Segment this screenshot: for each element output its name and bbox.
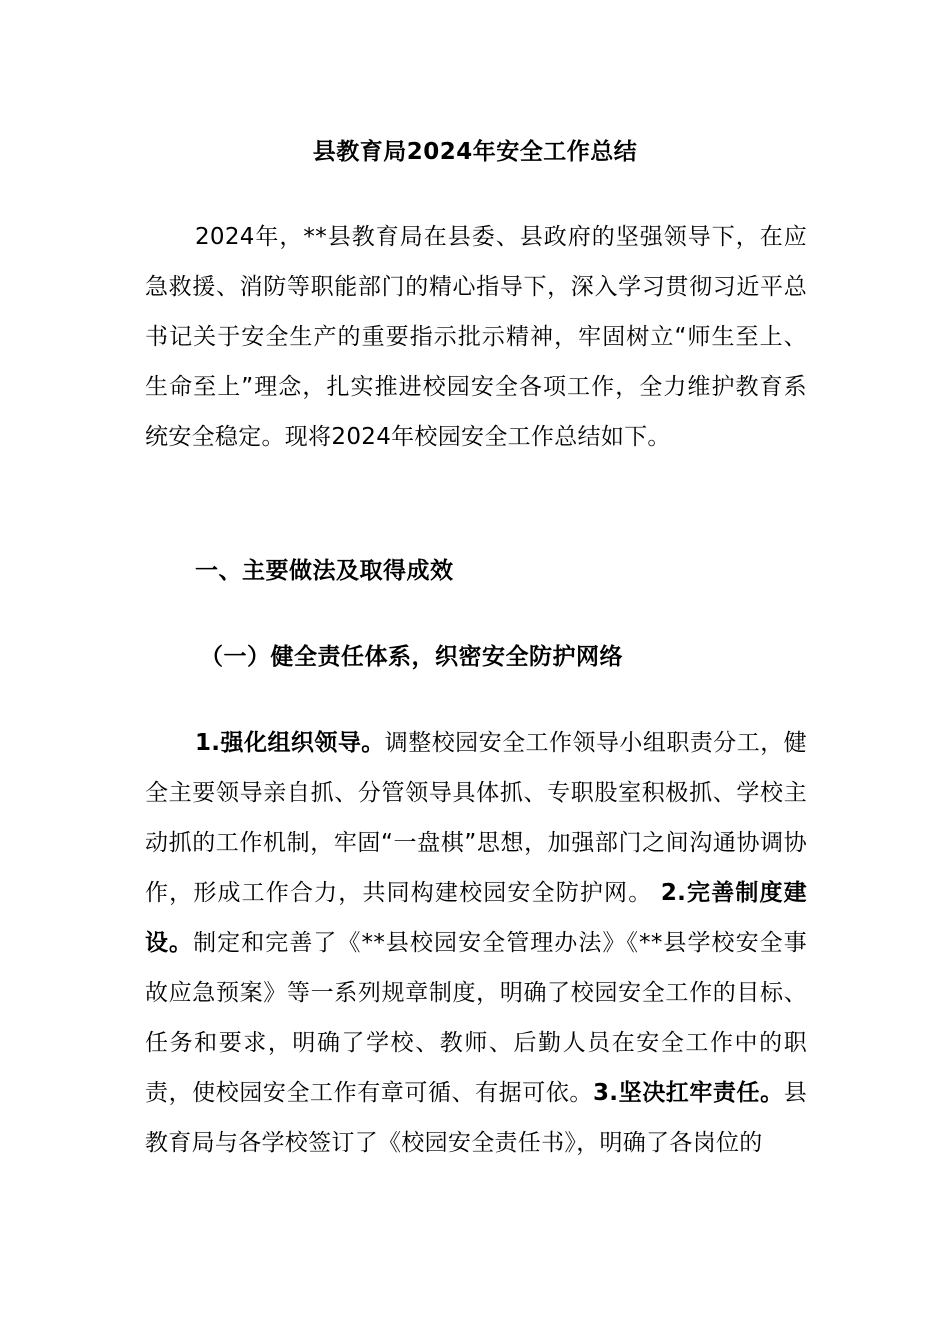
item-1-lead: 1.强化组织领导。 <box>195 730 385 756</box>
body-paragraph <box>145 718 807 1168</box>
item-3-text: 县教育局与各学校签订了《校园安全责任书》，明确了各岗位的 <box>145 1080 807 1156</box>
item-2-lead: 2.完善制度建设。 <box>145 880 807 956</box>
subsection-heading: （一）健全责任体系，织密安全防护网络 <box>200 644 623 670</box>
item-3-lead: 3.坚决扛牢责任。 <box>593 1080 784 1106</box>
intro-paragraph: 2024年，**县教育局在县委、县政府的坚强领导下，在应急救援、消防等职能部门的精心指导下，深入学习贯彻习近平总书记关于安全生产的重要指示批示精神，牢固树立“师生至上、生命至上”理念，扎实推进校园安全各项工作，全力维护教育系统安全稳定。现将2024年校园安全工作总结如下。 <box>145 224 807 450</box>
item-1-text: 调整校园安全工作领导小组职责分工，健全主要领导亲自抓、分管领导具体抓、专职股室积极抓、学校主动抓的工作机制，牢固“一盘棋”思想，加强部门之间沟通协调协作，形成工作合力，共同构建校园安全防护网。 <box>145 730 807 906</box>
item-2-text: 制定和完善了《**县校园安全管理办法》《**县学校安全事故应急预案》等一系列规章制度，明确了校园安全工作的目标、任务和要求，明确了学校、教师、后勤人员在安全工作中的职责，使校园安全工作有章可循、有据可依。 <box>145 930 807 1106</box>
section-heading: 一、主要做法及取得成效 <box>195 558 454 584</box>
document-title: 县教育局2024年安全工作总结 <box>312 139 638 165</box>
